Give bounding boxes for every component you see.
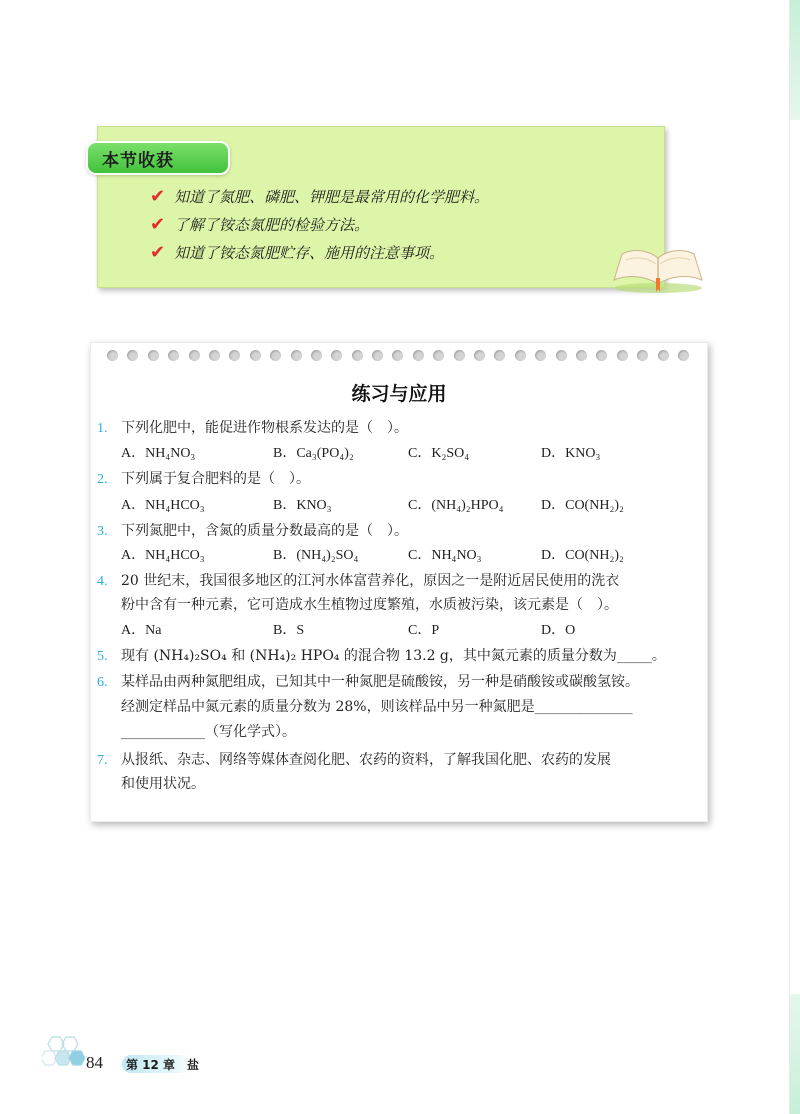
question-5: 5. 现有 (NH₄)₂SO₄ 和 (NH₄)₂ HPO₄ 的混合物 13.2 g，其中氮元素的质量分数为_____。 [97,648,666,664]
option-d: D．O [541,623,576,638]
summary-tag-label: 本节收获 [102,151,174,171]
exercise-card [90,342,708,822]
summary-list [150,182,489,266]
question-1: 1. 下列化肥中，能促进作物根系发达的是（ ）。 [97,420,408,436]
question-6: 6. 某样品由两种氮肥组成，已知其中一种氮肥是硫酸铵，另一种是硝酸铵或碳酸氢铵。 [97,674,639,690]
option-a: A．NH₄HCO₃ [121,548,205,563]
option-a: A．NH₄HCO₃ [121,498,205,513]
question-6-continued-2: ____________（写化学式）。 [121,724,296,740]
question-7: 7. 从报纸、杂志、网络等媒体查阅化肥、农药的资料，了解我国化肥、农药的发展 [97,752,611,768]
option-b: B．Ca₃(PO₄)₂ [273,446,354,461]
binder-holes [107,350,689,361]
option-d: D．KNO₃ [541,446,601,461]
question-2: 2. 下列属于复合肥料的是（ ）。 [97,471,310,487]
option-c: C．(NH₄)₂HPO₄ [408,498,504,513]
check-icon: ✔ [150,213,166,235]
option-a: A．Na [121,623,162,638]
option-c: C．NH₄NO₃ [408,548,482,563]
page-edge-tab-bottom [790,994,800,1114]
page-number: 84 [86,1053,103,1072]
option-d: D．CO(NH₂)₂ [541,498,624,513]
question-4-continued: 粉中含有一种元素，它可造成水生植物过度繁殖，水质被污染，该元素是（ ）。 [121,597,618,613]
page-edge-tab-top [790,0,800,120]
hexagon-decoration-icon [42,1035,90,1075]
summary-item: ✔ 知道了氮肥、磷肥、钾肥是最常用的化学肥料。 [150,185,490,207]
page-edge-line [789,0,790,1114]
exercise-title: 练习与应用 [351,383,447,405]
question-7-continued: 和使用状况。 [121,776,205,792]
summary-item: ✔ 了解了铵态氮肥的检验方法。 [150,213,370,235]
option-b: B．(NH₄)₂SO₄ [273,548,359,563]
question-4: 4. 20 世纪末，我国很多地区的江河水体富营养化，原因之一是附近居民使用的洗衣 [97,573,620,589]
summary-tag [86,141,230,175]
check-icon: ✔ [150,185,166,207]
open-book-icon [610,238,706,294]
option-b: B．KNO₃ [273,498,332,513]
option-c: C．K₂SO₄ [408,446,470,461]
option-a: A．NH₄NO₃ [121,446,196,461]
option-d: D．CO(NH₂)₂ [541,548,624,563]
summary-item: ✔ 知道了铵态氮肥贮存、施用的注意事项。 [150,241,445,263]
option-b: B．S [273,623,305,638]
option-c: C．P [408,623,440,638]
chapter-label: 第 12 章 盐 [126,1058,200,1072]
question-6-continued: 经测定样品中氮元素的质量分数为 28%，则该样品中另一种氮肥是______________ [121,699,633,715]
section-summary-box [97,126,665,288]
question-3: 3. 下列氮肥中，含氮的质量分数最高的是（ ）。 [97,523,408,539]
check-icon: ✔ [150,241,166,263]
